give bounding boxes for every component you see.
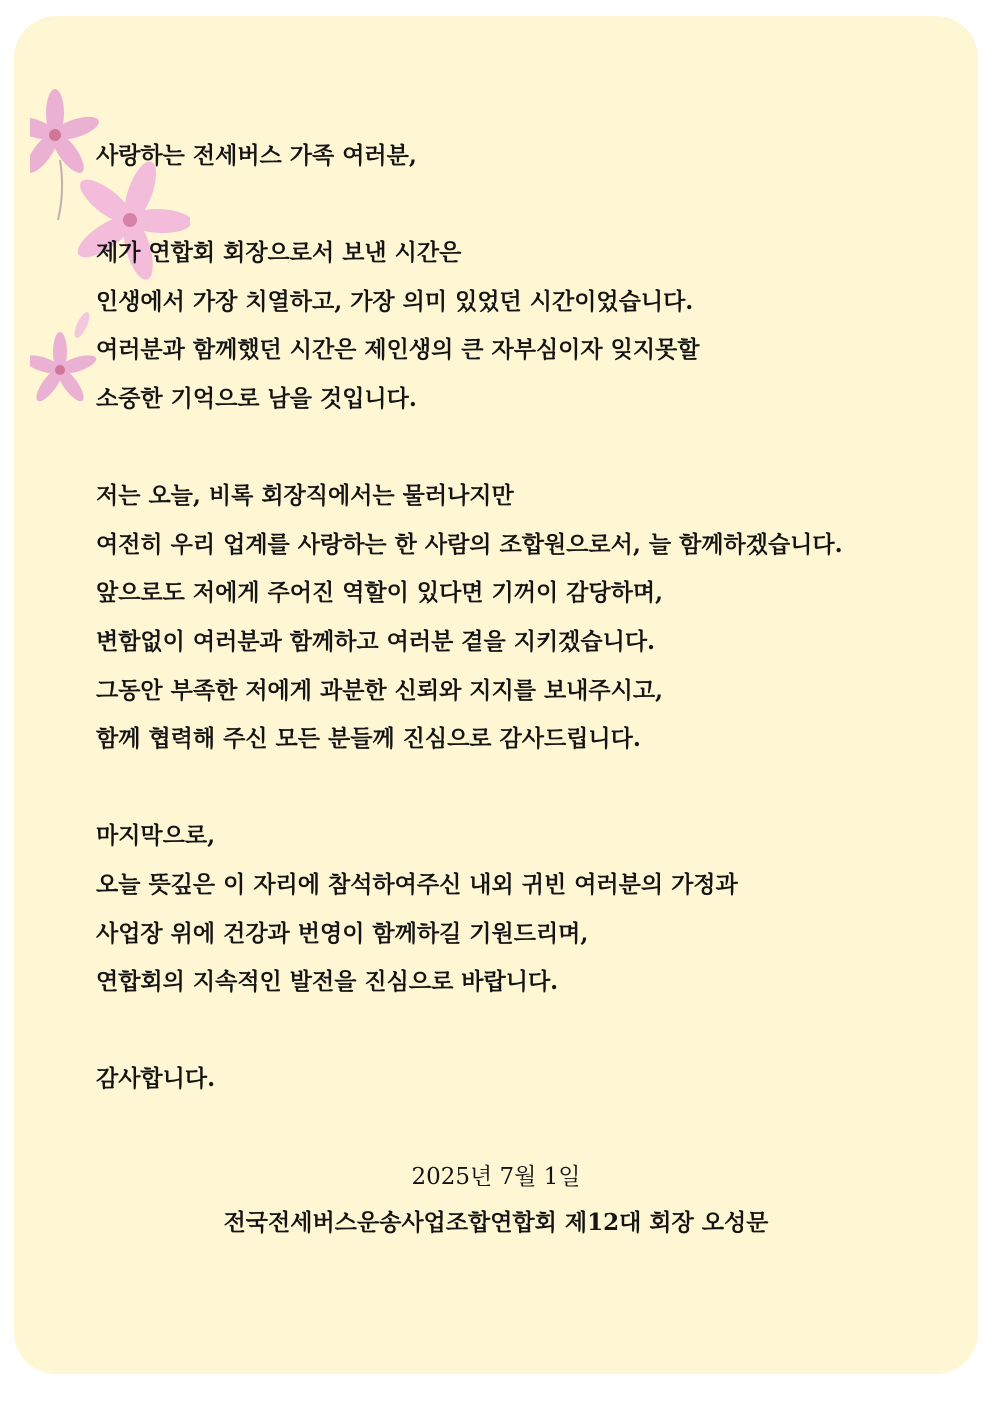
paragraph-2-line-3: 앞으로도 저에게 주어진 역할이 있다면 기꺼이 감당하며, xyxy=(96,579,664,607)
paragraph-1-line-2: 인생에서 가장 치열하고, 가장 의미 있었던 시간이었습니다. xyxy=(96,287,694,315)
paragraph-2-line-6: 함께 협력해 주신 모든 분들께 진심으로 감사드립니다. xyxy=(96,725,641,753)
paragraph-2-line-4: 변함없이 여러분과 함께하고 여러분 곁을 지키겠습니다. xyxy=(96,627,656,655)
paragraph-1-line-4: 소중한 기억으로 남을 것입니다. xyxy=(96,384,417,412)
paragraph-3-line-4: 연합회의 지속적인 발전을 진심으로 바랍니다. xyxy=(96,968,559,996)
paragraph-2-line-5: 그동안 부족한 저에게 과분한 신뢰와 지지를 보내주시고, xyxy=(96,676,664,704)
letter-date: 2025년 7월 1일 xyxy=(411,1164,581,1190)
paragraph-1-line-1: 제가 연합회 회장으로서 보낸 시간은 xyxy=(96,239,462,267)
paragraph-2-line-1: 저는 오늘, 비록 회장직에서는 물러나지만 xyxy=(96,482,514,510)
greeting: 사랑하는 전세버스 가족 여러분, xyxy=(96,142,417,169)
paragraph-2-line-2: 여전히 우리 업계를 사랑하는 한 사람의 조합원으로서, 늘 함께하겠습니다. xyxy=(96,530,843,558)
paragraph-3-line-2: 오늘 뜻깊은 이 자리에 참석하여주신 내외 귀빈 여러분의 가정과 xyxy=(96,870,738,898)
letter-body xyxy=(96,132,956,1104)
paragraph-3-line-3: 사업장 위에 건강과 번영이 함께하길 기원드리며, xyxy=(96,919,589,947)
signature: 전국전세버스운송사업조합연합회 제12대 회장 오성문 xyxy=(223,1209,769,1236)
closing: 감사합니다. xyxy=(96,1065,216,1093)
paragraph-3-line-1: 마지막으로, xyxy=(96,822,216,850)
paragraph-1-line-3: 여러분과 함께했던 시간은 제인생의 큰 자부심이자 잊지못할 xyxy=(96,336,700,364)
